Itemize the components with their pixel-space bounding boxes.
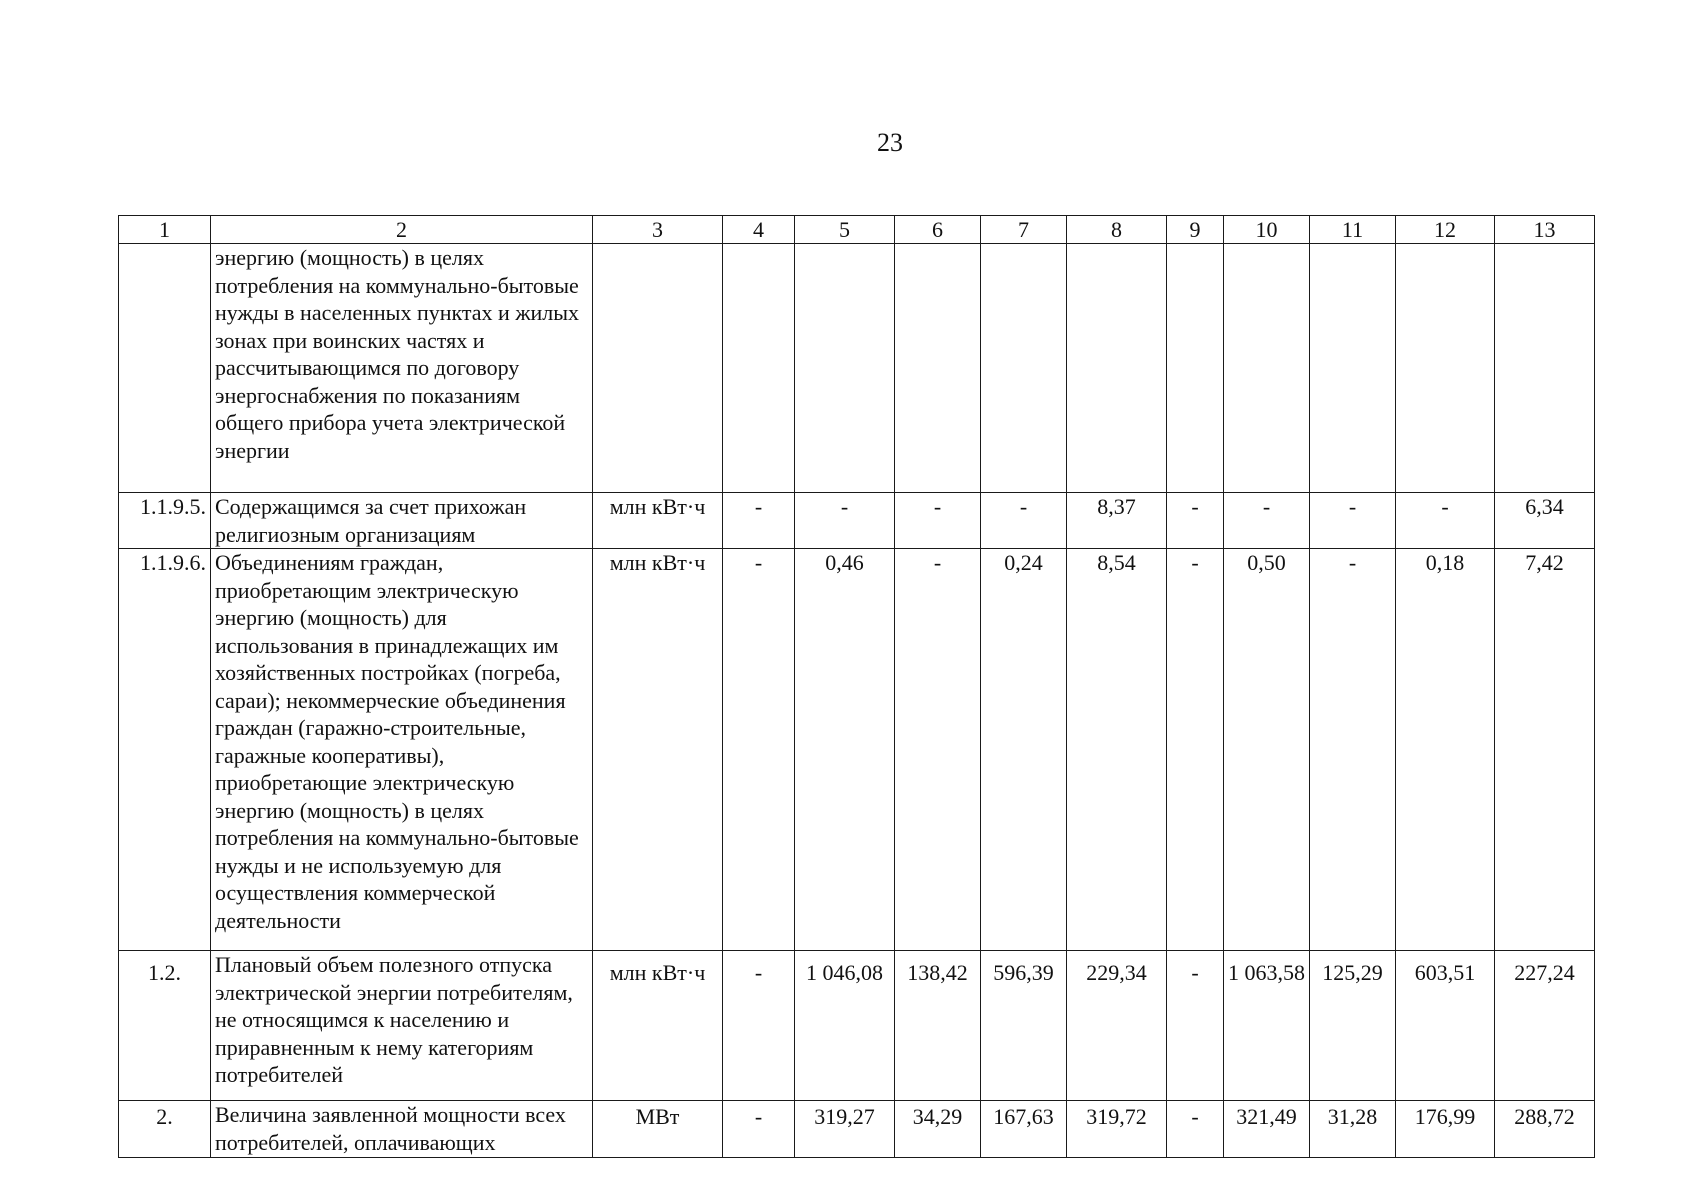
cell-value: - xyxy=(1167,951,1224,1101)
cell-value: 1 063,58 xyxy=(1224,951,1310,1101)
table-row xyxy=(119,951,1595,1101)
row-description: энергию (мощность) в целях потребления на коммунально-бытовые нужды в населенных пунктах и жилых зонах при воинских частях и рассчитывающимся по договору энергоснабжения по показаниям общего прибора учета электрической энергии xyxy=(211,244,593,493)
cell-value xyxy=(1067,244,1167,493)
cell-value: 0,50 xyxy=(1224,549,1310,951)
row-description: Содержащимся за счет прихожан религиозным организациям xyxy=(211,493,593,549)
cell-value: - xyxy=(1167,549,1224,951)
cell-value: - xyxy=(895,493,981,549)
table-row xyxy=(119,493,1595,549)
row-description: Плановый объем полезного отпуска электрической энергии потребителям, не относящимся к населению и приравненным к нему категориям потребителей xyxy=(211,951,593,1101)
cell-value: 229,34 xyxy=(1067,951,1167,1101)
cell-value: 8,37 xyxy=(1067,493,1167,549)
cell-value: 34,29 xyxy=(895,1101,981,1158)
cell-value: - xyxy=(723,951,795,1101)
row-code: 1.1.9.5. xyxy=(119,493,211,549)
cell-value xyxy=(1224,244,1310,493)
column-header: 13 xyxy=(1495,216,1595,244)
row-unit: млн кВт·ч xyxy=(593,549,723,951)
cell-value: - xyxy=(795,493,895,549)
cell-value xyxy=(1310,244,1396,493)
row-description: Объединениям граждан, приобретающим электрическую энергию (мощность) для использования в принадлежащих им хозяйственных постройках (погреба, сараи); некоммерческие объединения граждан (гаражно-строительные, гаражные кооперативы), приобретающие электрическую энергию (мощность) в целях потребления на коммунально-бытовые нужды и не используемую для осуществления коммерческой деятельности xyxy=(211,549,593,951)
cell-value: - xyxy=(1167,493,1224,549)
cell-value xyxy=(895,244,981,493)
table-row xyxy=(119,244,1595,493)
cell-value: 319,27 xyxy=(795,1101,895,1158)
cell-value: 321,49 xyxy=(1224,1101,1310,1158)
cell-value: 319,72 xyxy=(1067,1101,1167,1158)
column-header: 5 xyxy=(795,216,895,244)
cell-value xyxy=(723,244,795,493)
cell-value: 176,99 xyxy=(1396,1101,1495,1158)
cell-value: 227,24 xyxy=(1495,951,1595,1101)
column-header: 7 xyxy=(981,216,1067,244)
cell-value: 0,46 xyxy=(795,549,895,951)
cell-value: 596,39 xyxy=(981,951,1067,1101)
column-header: 11 xyxy=(1310,216,1396,244)
cell-value: - xyxy=(723,549,795,951)
cell-value: 1 046,08 xyxy=(795,951,895,1101)
row-code: 1.1.9.6. xyxy=(119,549,211,951)
cell-value: 8,54 xyxy=(1067,549,1167,951)
row-code: 2. xyxy=(119,1101,211,1158)
cell-value xyxy=(1396,244,1495,493)
cell-value: 7,42 xyxy=(1495,549,1595,951)
cell-value xyxy=(795,244,895,493)
cell-value: - xyxy=(1396,493,1495,549)
column-header: 10 xyxy=(1224,216,1310,244)
column-header: 9 xyxy=(1167,216,1224,244)
cell-value: - xyxy=(1167,1101,1224,1158)
cell-value: 603,51 xyxy=(1396,951,1495,1101)
cell-value: 31,28 xyxy=(1310,1101,1396,1158)
row-unit: МВт xyxy=(593,1101,723,1158)
cell-value: - xyxy=(981,493,1067,549)
table-row xyxy=(119,1101,1595,1158)
cell-value: 138,42 xyxy=(895,951,981,1101)
row-unit: млн кВт·ч xyxy=(593,951,723,1101)
cell-value: - xyxy=(1224,493,1310,549)
cell-value: - xyxy=(1310,493,1396,549)
column-header: 6 xyxy=(895,216,981,244)
cell-value: 288,72 xyxy=(1495,1101,1595,1158)
table-row xyxy=(119,549,1595,951)
column-header: 3 xyxy=(593,216,723,244)
row-description: Величина заявленной мощности всех потребителей, оплачивающих xyxy=(211,1101,593,1158)
row-unit: млн кВт·ч xyxy=(593,493,723,549)
table-header-row xyxy=(119,216,1595,244)
row-unit xyxy=(593,244,723,493)
row-code: 1.2. xyxy=(119,951,211,1101)
cell-value xyxy=(1167,244,1224,493)
cell-value: 0,24 xyxy=(981,549,1067,951)
column-header: 2 xyxy=(211,216,593,244)
column-header: 1 xyxy=(119,216,211,244)
cell-value: 167,63 xyxy=(981,1101,1067,1158)
cell-value: - xyxy=(723,1101,795,1158)
column-header: 12 xyxy=(1396,216,1495,244)
cell-value: 0,18 xyxy=(1396,549,1495,951)
data-table xyxy=(118,215,1595,1158)
cell-value xyxy=(1495,244,1595,493)
column-header: 4 xyxy=(723,216,795,244)
cell-value: - xyxy=(723,493,795,549)
cell-value: - xyxy=(895,549,981,951)
cell-value: 125,29 xyxy=(1310,951,1396,1101)
cell-value xyxy=(981,244,1067,493)
column-header: 8 xyxy=(1067,216,1167,244)
cell-value: - xyxy=(1310,549,1396,951)
row-code xyxy=(119,244,211,493)
page-number: 23 xyxy=(877,128,903,157)
cell-value: 6,34 xyxy=(1495,493,1595,549)
